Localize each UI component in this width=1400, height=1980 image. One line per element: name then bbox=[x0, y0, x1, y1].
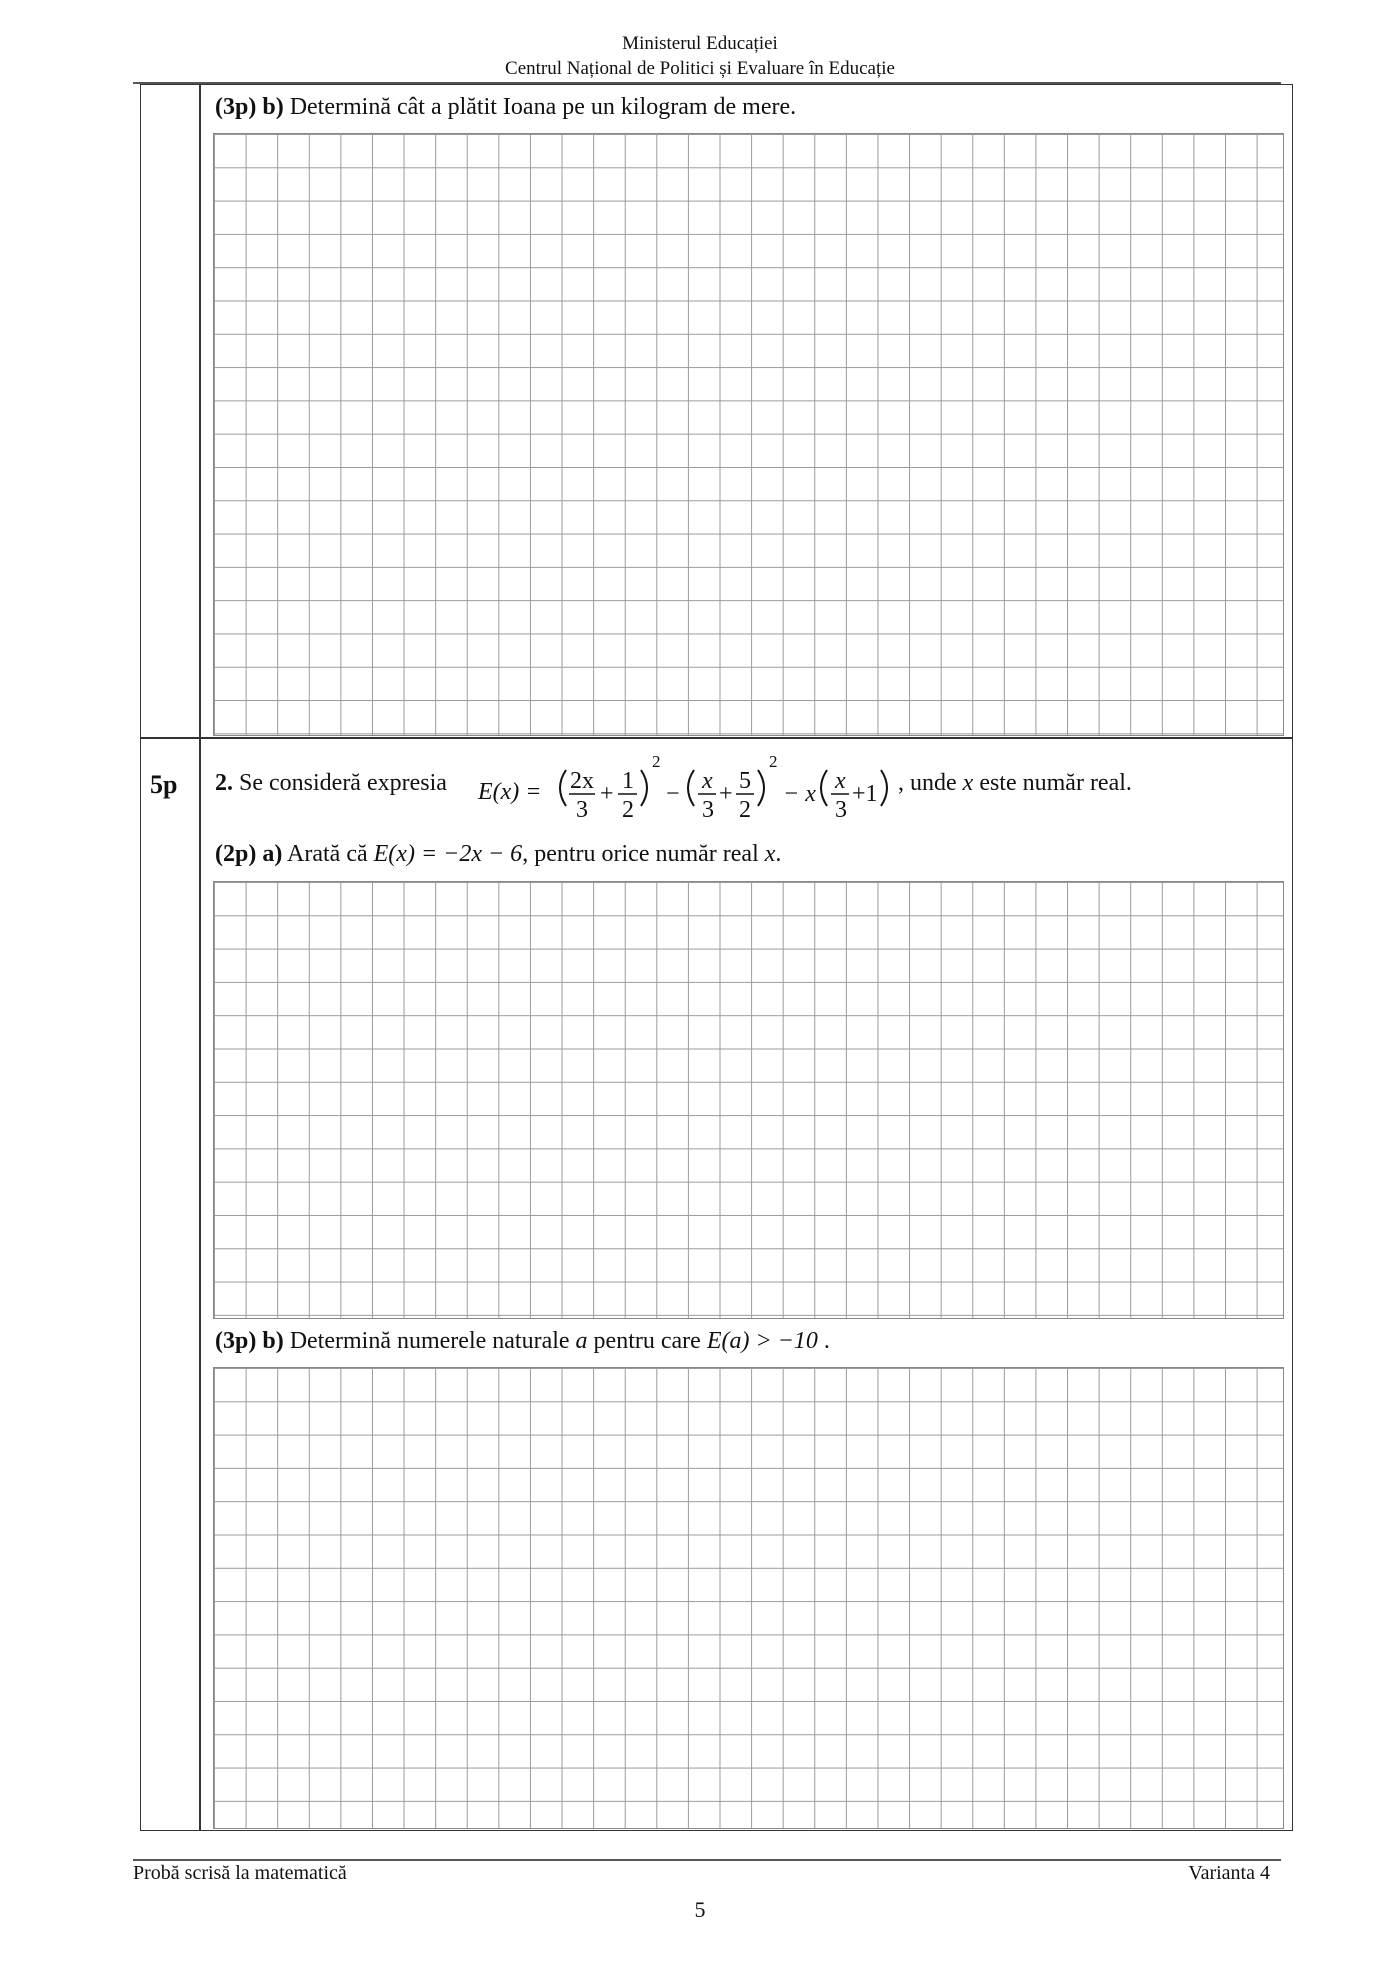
formula-t1-den: 3 bbox=[576, 797, 588, 823]
formula-paren-right-3 bbox=[881, 770, 887, 806]
answer-grid-q1b[interactable] bbox=[213, 133, 1284, 736]
formula-lhs: E(x) = bbox=[478, 779, 542, 805]
q1b-points: (3p) bbox=[215, 94, 257, 120]
q2a-end: . bbox=[775, 841, 782, 867]
formula-paren-left-3 bbox=[821, 770, 827, 806]
answer-grid-q2b[interactable] bbox=[213, 1367, 1284, 1829]
header-center: Centrul Național de Politici și Evaluare în Educație bbox=[505, 58, 895, 79]
q1b-prompt bbox=[215, 94, 796, 121]
q2a-text-before: Arată că bbox=[287, 841, 368, 867]
footer-exam-name: Probă scrisă la matematică bbox=[133, 1862, 347, 1884]
q2-number: 2. bbox=[215, 770, 233, 796]
q2b-var: a bbox=[575, 1328, 588, 1354]
formula-t3-plus1: +1 bbox=[852, 781, 878, 807]
header-ministry: Ministerul Educației bbox=[622, 33, 778, 54]
formula-t1-num2: 1 bbox=[622, 768, 634, 794]
q2-expression-formula bbox=[475, 745, 915, 825]
q2-points-margin: 5p bbox=[150, 770, 178, 799]
q2-tail-suffix: este număr real. bbox=[979, 770, 1132, 796]
formula-paren-right-1 bbox=[641, 770, 647, 806]
q2b-end: . bbox=[823, 1328, 830, 1354]
formula-t1-plus: + bbox=[600, 781, 614, 807]
formula-exp-2: 2 bbox=[769, 752, 778, 771]
formula-t1-num: 2x bbox=[570, 768, 594, 794]
q2a-text-after: , pentru orice număr real bbox=[522, 841, 759, 867]
formula-t1-den2: 2 bbox=[622, 797, 634, 823]
formula-t2-plus: + bbox=[719, 781, 733, 807]
formula-minus-x: − x bbox=[783, 781, 816, 807]
q2b-expression: E(a) > −10 bbox=[706, 1328, 818, 1354]
q2b-text-before: Determină numerele naturale bbox=[289, 1328, 570, 1354]
formula-minus: − bbox=[666, 781, 680, 807]
q2-tail-prefix: , unde bbox=[898, 770, 957, 796]
formula-paren-left-1 bbox=[560, 770, 566, 806]
footer-variant: Varianta 4 bbox=[1188, 1862, 1270, 1884]
q2a-expression: E(x) = −2x − 6 bbox=[373, 841, 523, 867]
formula-t2-den2: 2 bbox=[739, 797, 751, 823]
points-column-divider bbox=[199, 84, 201, 1831]
formula-t3-den: 3 bbox=[835, 797, 847, 823]
q2a-letter: a) bbox=[262, 841, 283, 867]
formula-exp-1: 2 bbox=[652, 752, 661, 771]
q2b-letter: b) bbox=[262, 1328, 284, 1354]
q2-tail-var: x bbox=[962, 770, 974, 796]
q1b-letter: b) bbox=[262, 94, 284, 120]
formula-paren-left-2 bbox=[688, 770, 694, 806]
q1b-text: Determină cât a plătit Ioana pe un kilogram de mere. bbox=[289, 94, 797, 120]
q2a-points: (2p) bbox=[215, 841, 257, 867]
formula-paren-right-2 bbox=[758, 770, 764, 806]
formula-t2-den: 3 bbox=[702, 797, 714, 823]
row-divider bbox=[140, 737, 1293, 739]
formula-t2-num: x bbox=[702, 768, 713, 794]
answer-grid-q2a[interactable] bbox=[213, 881, 1284, 1319]
q2a-var: x bbox=[764, 841, 776, 867]
q2b-prompt bbox=[215, 1328, 830, 1355]
footer-rule bbox=[133, 1859, 1281, 1861]
q2b-text-mid: pentru care bbox=[593, 1328, 701, 1354]
page-number: 5 bbox=[694, 1897, 706, 1922]
formula-t2-num2: 5 bbox=[739, 768, 751, 794]
q2-intro-text: Se consideră expresia bbox=[239, 770, 447, 796]
q2b-points: (3p) bbox=[215, 1328, 257, 1354]
q2-intro bbox=[215, 770, 447, 797]
q2a-prompt bbox=[215, 841, 781, 868]
q2-tail bbox=[898, 770, 1132, 797]
formula-t3-num: x bbox=[835, 768, 846, 794]
